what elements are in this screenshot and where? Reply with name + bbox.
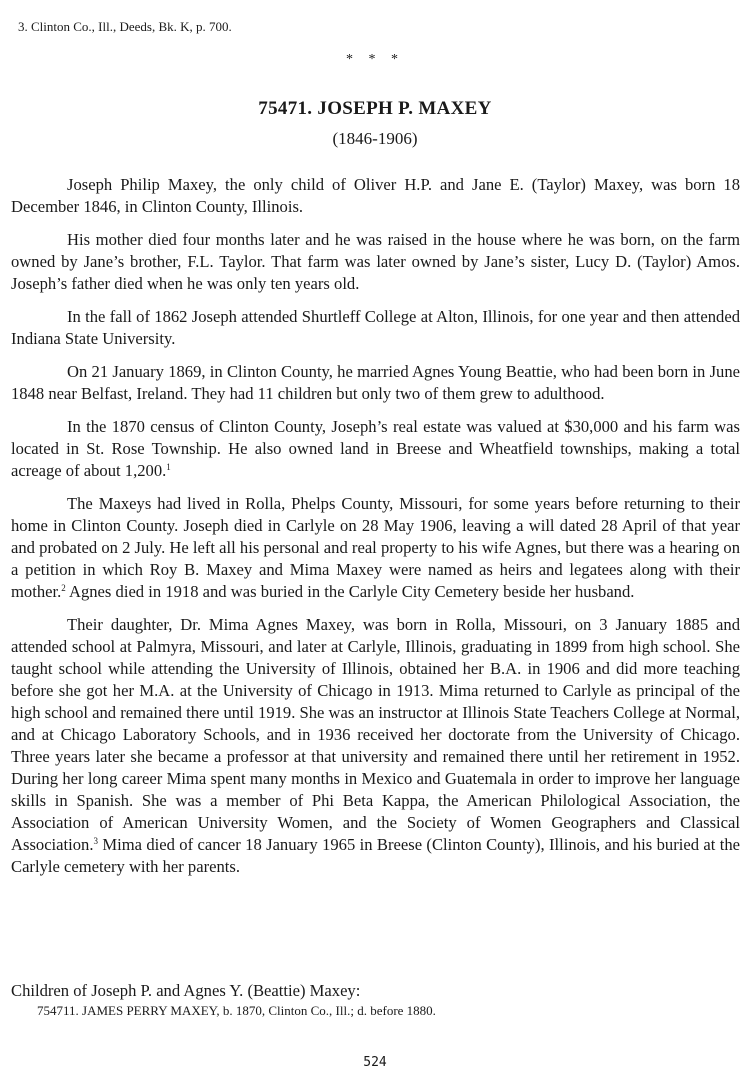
footnote-ref-2: 2 [61, 583, 66, 593]
footnote-ref-3: 3 [93, 836, 98, 846]
footnote-ref-1: 1 [166, 462, 171, 472]
paragraph-2 [11, 229, 740, 295]
paragraph-6-text-b: Agnes died in 1918 and was buried in the Carlyle City Cemetery beside her husband. [65, 582, 635, 601]
paragraph-4 [11, 361, 740, 405]
paragraph-5 [11, 416, 740, 482]
entry-dates: (1846-1906) [332, 129, 418, 148]
paragraph-2-text: His mother died four months later and he was raised in the house where he was born, on the farm owned by Jane’s brother, F.L. Taylor. That farm was later owned by Jane’s sister, Lucy D. (Taylor) Amos. Joseph’s father died when he was only ten years old. [11, 230, 740, 293]
paragraph-7-text-b: Mima died of cancer 18 January 1965 in Breese (Clinton County), Illinois, and his buried at the Carlyle cemetery with her parents. [11, 835, 740, 876]
paragraph-1 [11, 174, 740, 218]
children-heading: Children of Joseph P. and Agnes Y. (Beattie) Maxey: [11, 981, 361, 1000]
entry-title: 75471. JOSEPH P. MAXEY [258, 98, 492, 119]
paragraph-7 [11, 614, 740, 878]
biography-body [11, 174, 740, 889]
paragraph-1-text: Joseph Philip Maxey, the only child of Oliver H.P. and Jane E. (Taylor) Maxey, was born 18 December 1846, in Clinton County, Illinois. [11, 175, 740, 216]
paragraph-4-text: On 21 January 1869, in Clinton County, he married Agnes Young Beattie, who had been born in June 1848 near Belfast, Ireland. They had 11 children but only two of them grew to adulthood. [11, 362, 740, 403]
section-separator: * * * [346, 52, 404, 67]
top-footnote: 3. Clinton Co., Ill., Deeds, Bk. K, p. 700. [18, 19, 232, 34]
paragraph-6-text-a: The Maxeys had lived in Rolla, Phelps County, Missouri, for some years before returning to their home in Clinton County. Joseph died in Carlyle on 28 May 1906, leaving a will dated 28 April of that year and probated on 2 July. He left all his personal and real property to his wife Agnes, but there was a hearing on a petition in which Roy B. Maxey and Mima Maxey were named as heirs and legatees along with their mother. [11, 494, 740, 601]
paragraph-3 [11, 306, 740, 350]
page-number: 524 [363, 1055, 387, 1070]
paragraph-3-text: In the fall of 1862 Joseph attended Shurtleff College at Alton, Illinois, for one year and then attended Indiana State University. [11, 307, 740, 348]
paragraph-7-text-a: Their daughter, Dr. Mima Agnes Maxey, was born in Rolla, Missouri, on 3 January 1885 and attended school at Palmyra, Missouri, and later at Carlyle, Illinois, graduating in 1899 from high school. She taught school while attending the University of Illinois, obtained her B.A. in 1906 and did more teaching before she got her M.A. at the University of Chicago in 1913. Mima returned to Carlyle as principal of the high school and remained there until 1919. She was an instructor at Illinois State Teachers College at Normal, and at Chicago Laboratory Schools, and in 1936 received her doctorate from the University of Chicago. Three years later she became a professor at that university and remained there until her retirement in 1952. During her long career Mima spent many months in Mexico and Guatemala in order to improve her language skills in Spanish. She was a member of Phi Beta Kappa, the American Philological Association, the Association of American University Women, and the Society of Women Geographers and Classical Association. [11, 615, 740, 854]
child-entry: 754711. JAMES PERRY MAXEY, b. 1870, Clinton Co., Ill.; d. before 1880. [37, 1003, 436, 1018]
paragraph-6 [11, 493, 740, 603]
paragraph-5-text: In the 1870 census of Clinton County, Joseph’s real estate was valued at $30,000 and his farm was located in St. Rose Township. He also owned land in Breese and Wheatfield townships, making a total acreage of about 1,200. [11, 417, 740, 480]
